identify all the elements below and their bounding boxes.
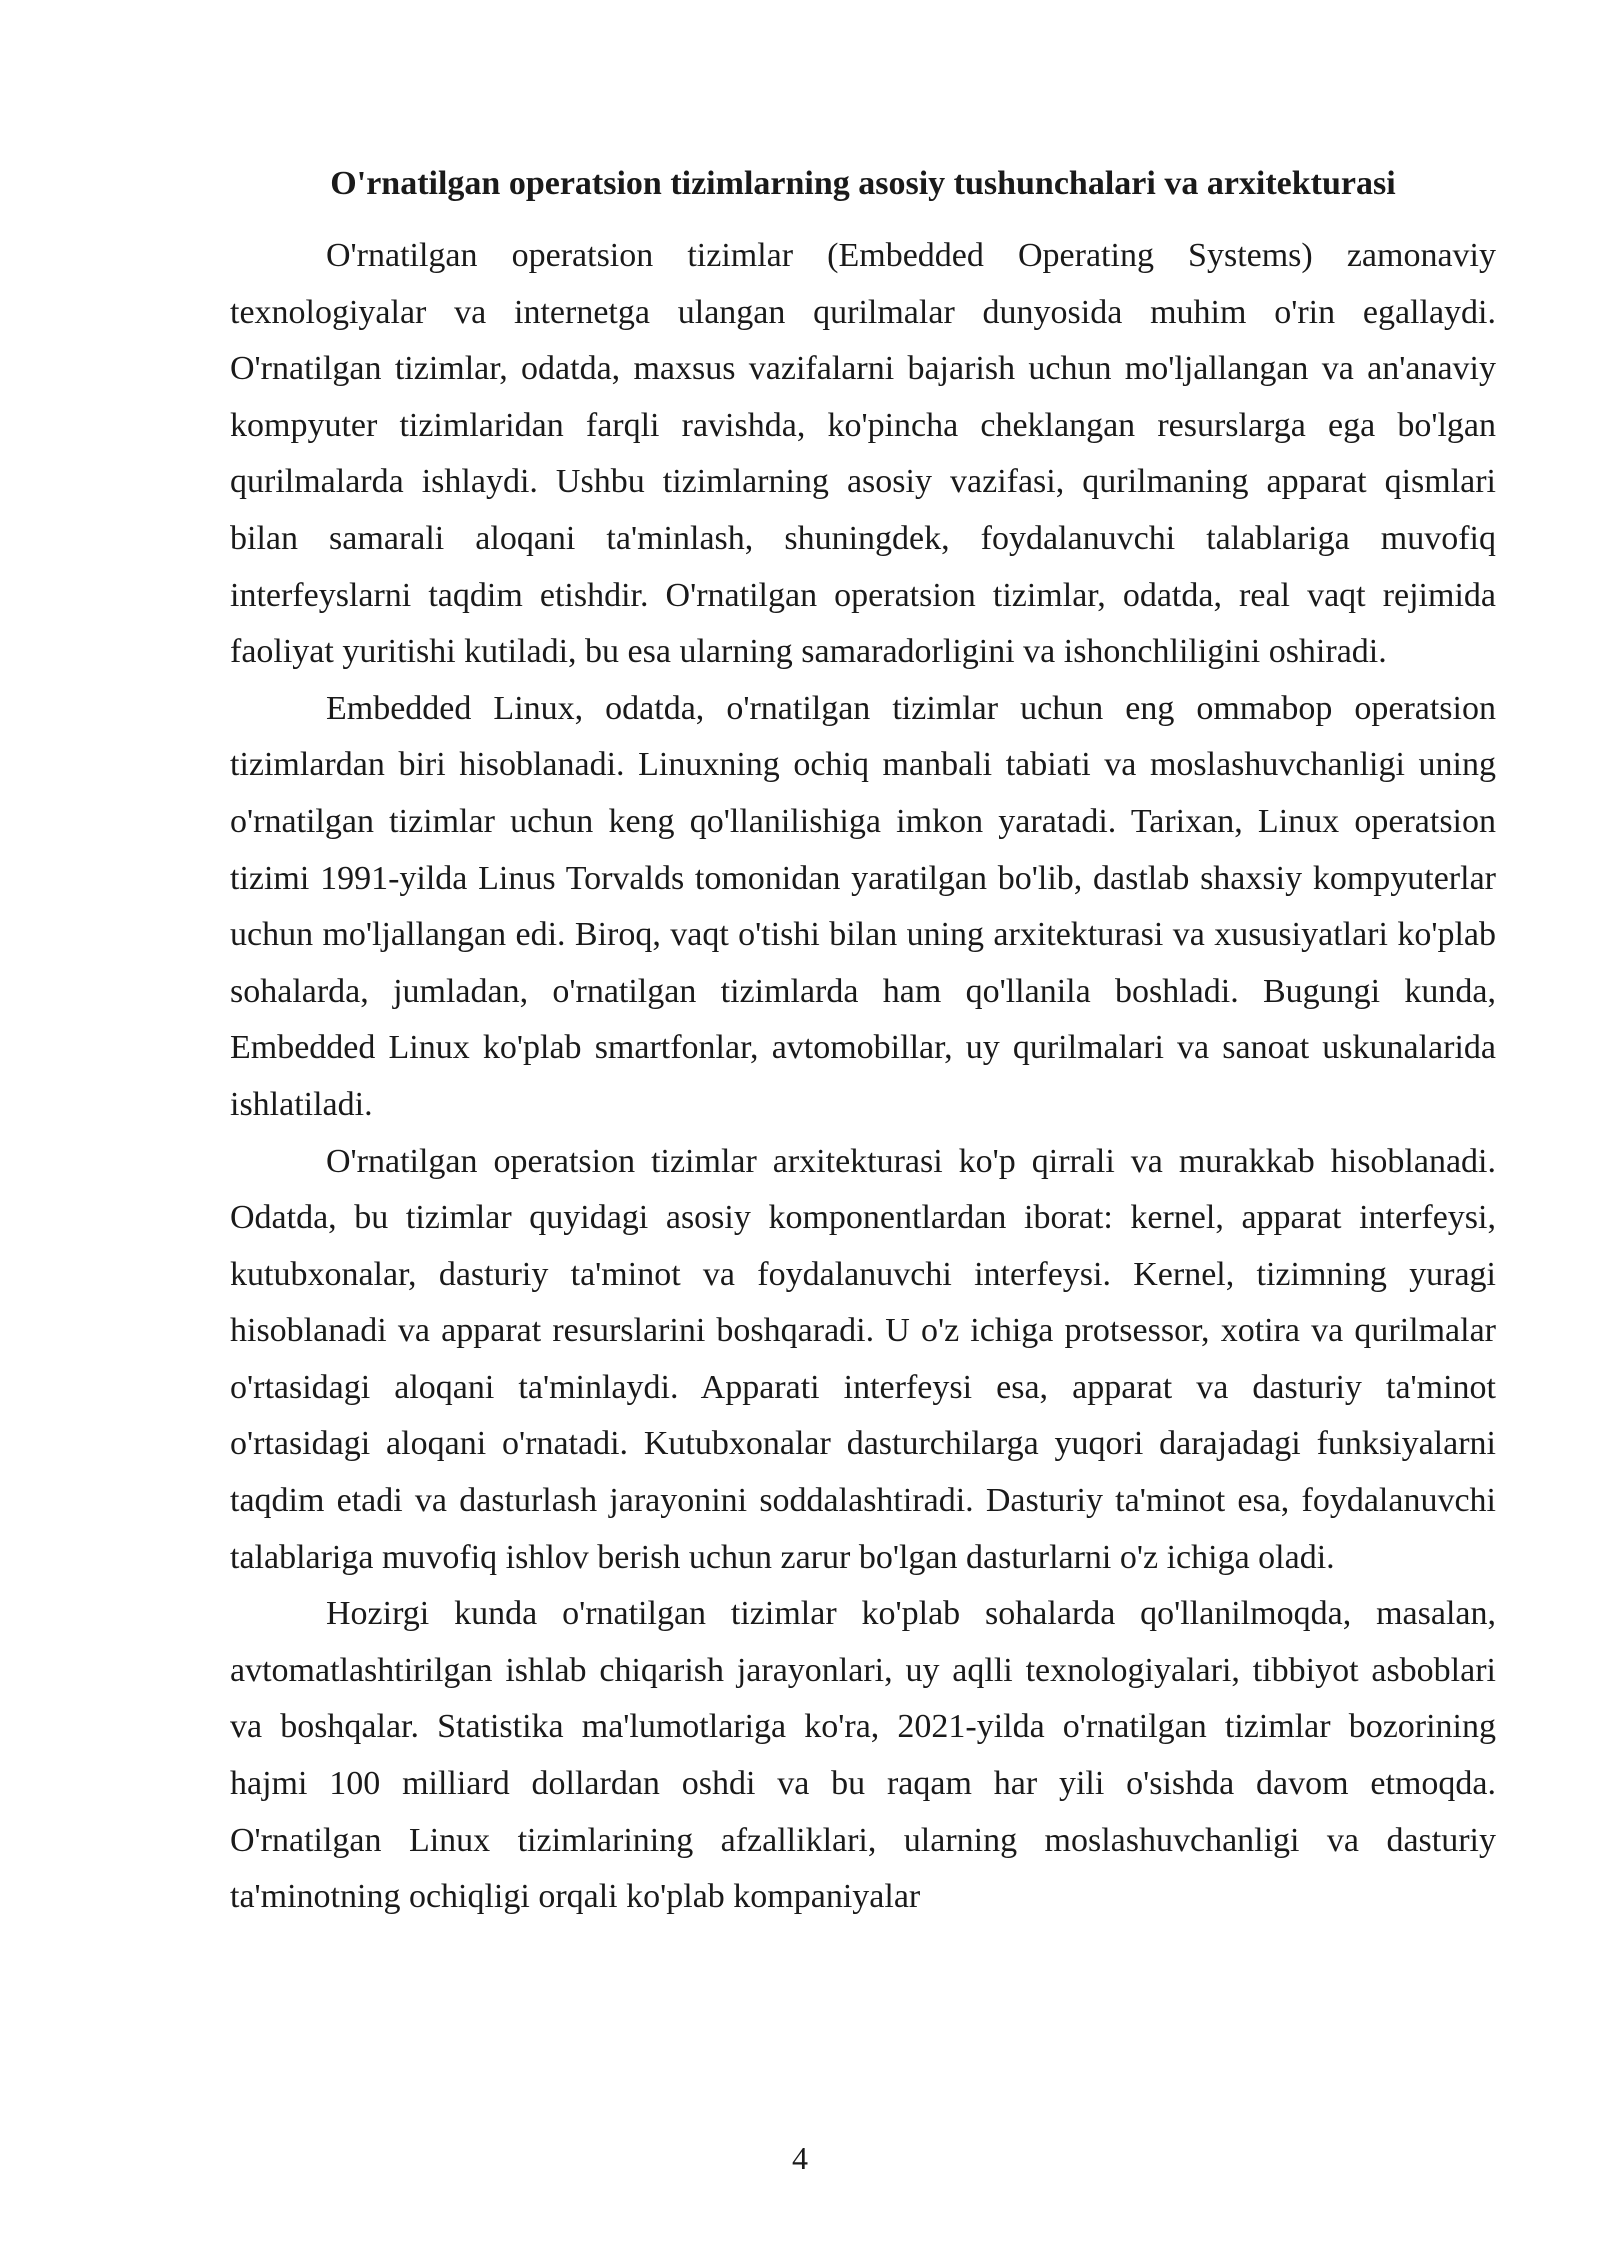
paragraph-2: Embedded Linux, odatda, o'rnatilgan tizimlar uchun eng ommabop operatsion tizimlardan biri hisoblanadi. Linuxning ochiq manbali tabiati va moslashuvchanligi uning o'rnatilgan tizimlar uchun keng qo'llanilishiga imkon yaratadi. Tarixan, Linux operatsion tizimi 1991-yilda Linus Torvalds tomonidan yaratilgan bo'lib, dastlab shaxsiy kompyuterlar uchun mo'ljallangan edi. Biroq, vaqt o'tishi bilan uning arxitekturasi va xususiyatlari ko'plab sohalarda, jumladan, o'rnatilgan tizimlarda ham qo'llanila boshladi. Bugungi kunda, Embedded Linux ko'plab smartfonlar, avtomobillar, uy qurilmalari va sanoat uskunalarida ishlatiladi. xyxy=(230,689,1496,1123)
page-number: 4 xyxy=(792,2140,808,2176)
paragraph-3: O'rnatilgan operatsion tizimlar arxitekturasi ko'p qirrali va murakkab hisoblanadi. Odatda, bu tizimlar quyidagi asosiy komponentlardan iborat: kernel, apparat interfeysi, kutubxonalar, dasturiy ta'minot va foydalanuvchi interfeysi. Kernel, tizimning yuragi hisoblanadi va apparat resurslarini boshqaradi. U o'z ichiga protsessor, xotira va qurilmalar o'rtasidagi aloqani ta'minlaydi. Apparati interfeysi esa, apparat va dasturiy ta'minot o'rtasidagi aloqani o'rnatadi. Kutubxonalar dasturchilarga yuqori darajadagi funksiyalarni taqdim etadi va dasturlash jarayonini soddalashtiradi. Dasturiy ta'minot esa, foydalanuvchi talablariga muvofiq ishlov berish uchun zarur bo'lgan dasturlarni o'z ichiga oladi. xyxy=(230,1142,1496,1576)
document-page xyxy=(230,160,1496,1926)
paragraph-4: Hozirgi kunda o'rnatilgan tizimlar ko'plab sohalarda qo'llanilmoqda, masalan, avtomatlashtirilgan ishlab chiqarish jarayonlari, uy aqlli texnologiyalari, tibbiyot asboblari va boshqalar. Statistika ma'lumotlariga ko'ra, 2021-yilda o'rnatilgan tizimlar bozorining hajmi 100 milliard dollardan oshdi va bu raqam har yili o'sishda davom etmoqda. O'rnatilgan Linux tizimlarining afzalliklari, ularning moslashuvchanligi va dasturiy ta'minotning ochiqligi orqali ko'plab kompaniyalar xyxy=(230,1595,1496,1916)
document-title: O'rnatilgan operatsion tizimlarning asosiy tushunchalari va arxitekturasi xyxy=(330,165,1396,202)
paragraph-1: O'rnatilgan operatsion tizimlar (Embedded Operating Systems) zamonaviy texnologiyalar va internetga ulangan qurilmalar dunyosida muhim o'rin egallaydi. O'rnatilgan tizimlar, odatda, maxsus vazifalarni bajarish uchun mo'ljallangan va an'anaviy kompyuter tizimlaridan farqli ravishda, ko'pincha cheklangan resurslarga ega bo'lgan qurilmalarda ishlaydi. Ushbu tizimlarning asosiy vazifasi, qurilmaning apparat qismlari bilan samarali aloqani ta'minlash, shuningdek, foydalanuvchi talablariga muvofiq interfeyslarni taqdim etishdir. O'rnatilgan operatsion tizimlar, odatda, real vaqt rejimida faoliyat yuritishi kutiladi, bu esa ularning samaradorligini va ishonchliligini oshiradi. xyxy=(230,237,1496,671)
